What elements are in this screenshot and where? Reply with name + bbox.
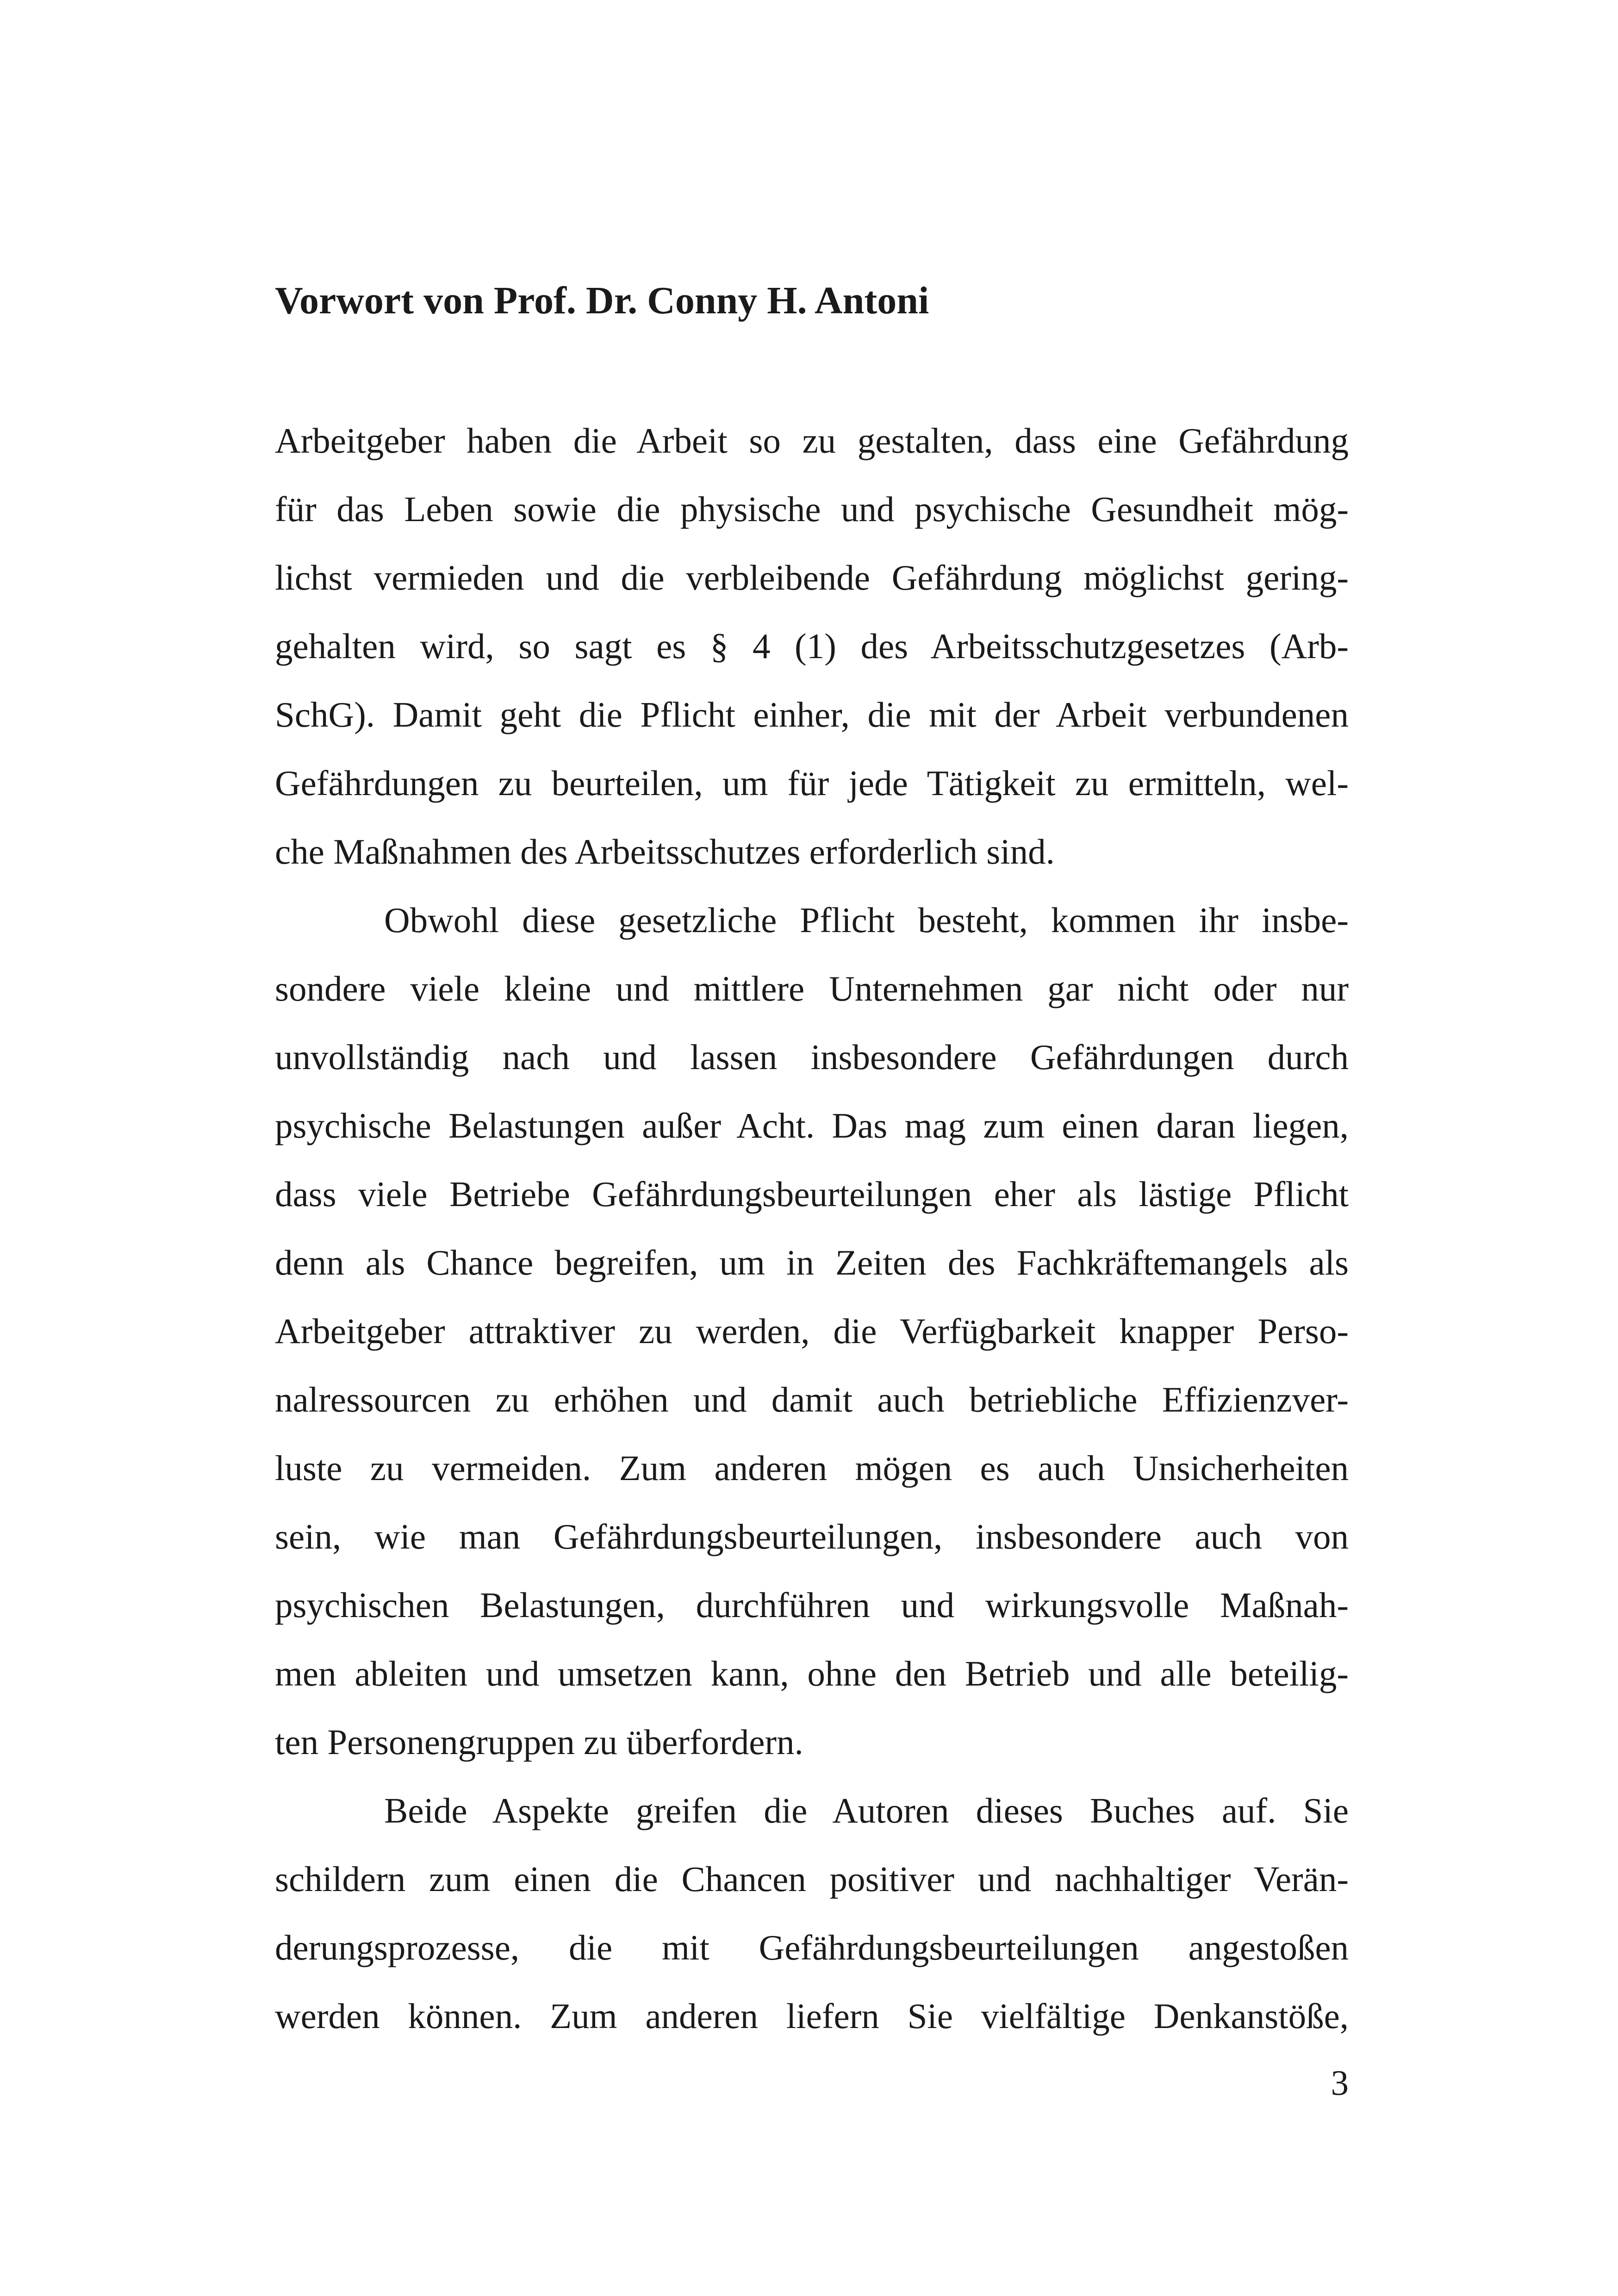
text-line: dass viele Betriebe Gefährdungsbeurteilungen eher als lästige Pflicht bbox=[275, 1174, 1349, 1214]
page-number: 3 bbox=[1331, 2063, 1349, 2103]
body-text bbox=[275, 406, 1349, 2050]
text-line: Gefährdungen zu beurteilen, um für jede Tätigkeit zu ermitteln, wel- bbox=[275, 763, 1349, 803]
text-line: sondere viele kleine und mittlere Unternehmen gar nicht oder nur bbox=[275, 969, 1349, 1008]
text-line: Arbeitgeber haben die Arbeit so zu gestalten, dass eine Gefährdung bbox=[275, 421, 1349, 460]
text-line: Beide Aspekte greifen die Autoren dieses Buches auf. Sie bbox=[384, 1791, 1349, 1830]
text-line: nalressourcen zu erhöhen und damit auch betriebliche Effizienzver- bbox=[275, 1380, 1349, 1419]
text-line: schildern zum einen die Chancen positiver und nachhaltiger Verän- bbox=[275, 1859, 1349, 1899]
paragraph-3 bbox=[275, 1776, 1349, 2050]
chapter-heading: Vorwort von Prof. Dr. Conny H. Antoni bbox=[275, 279, 929, 322]
text-line: sein, wie man Gefährdungsbeurteilungen, insbesondere auch von bbox=[275, 1517, 1349, 1556]
paragraph-2 bbox=[275, 886, 1349, 1776]
text-line: lichst vermieden und die verbleibende Gefährdung möglichst gering- bbox=[275, 558, 1349, 597]
paragraph-1 bbox=[275, 406, 1349, 886]
text-line: gehalten wird, so sagt es § 4 (1) des Arbeitsschutzgesetzes (Arb- bbox=[275, 626, 1349, 666]
text-line: ten Personengruppen zu überfordern. bbox=[275, 1722, 803, 1762]
text-line: che Maßnahmen des Arbeitsschutzes erforderlich sind. bbox=[275, 832, 1055, 871]
text-line: luste zu vermeiden. Zum anderen mögen es auch Unsicherheiten bbox=[275, 1448, 1349, 1488]
text-line: psychischen Belastungen, durchführen und wirkungsvolle Maßnah- bbox=[275, 1585, 1349, 1625]
text-line: derungsprozesse, die mit Gefährdungsbeurteilungen angestoßen bbox=[275, 1928, 1349, 1967]
text-line: für das Leben sowie die physische und psychische Gesundheit mög- bbox=[275, 489, 1349, 529]
text-line: Arbeitgeber attraktiver zu werden, die Verfügbarkeit knapper Perso- bbox=[275, 1311, 1349, 1351]
text-line: SchG). Damit geht die Pflicht einher, die mit der Arbeit verbundenen bbox=[275, 695, 1349, 734]
text-line: Obwohl diese gesetzliche Pflicht besteht, kommen ihr insbe- bbox=[384, 900, 1349, 940]
text-line: unvollständig nach und lassen insbesondere Gefährdungen durch bbox=[275, 1037, 1349, 1077]
text-line: men ableiten und umsetzen kann, ohne den Betrieb und alle beteilig- bbox=[275, 1654, 1349, 1693]
text-line: werden können. Zum anderen liefern Sie vielfältige Denkanstöße, bbox=[275, 1996, 1349, 2036]
text-line: denn als Chance begreifen, um in Zeiten des Fachkräftemangels als bbox=[275, 1243, 1349, 1282]
text-line: psychische Belastungen außer Acht. Das mag zum einen daran liegen, bbox=[275, 1106, 1349, 1145]
